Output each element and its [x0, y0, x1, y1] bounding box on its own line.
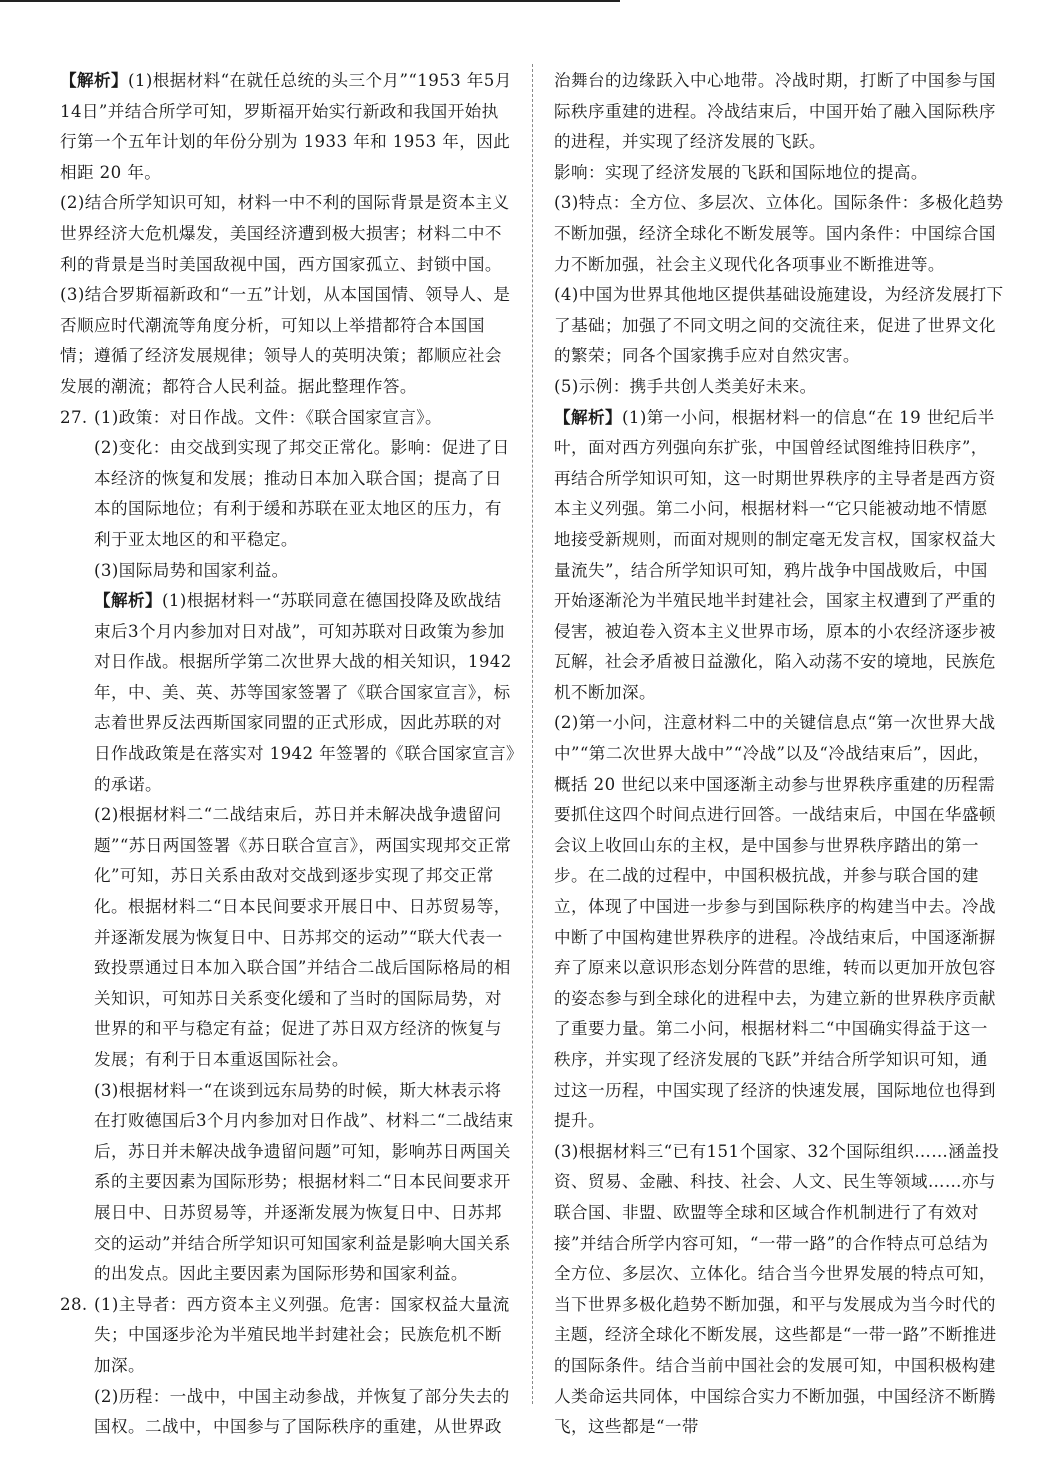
right-column — [554, 66, 1004, 1443]
paragraph: 影响：实现了经济发展的飞跃和国际地位的提高。 — [554, 162, 928, 182]
paragraph: 【解析】(1)根据材料一“苏联同意在德国投降及欧战结束后3个月内参加对日对战”，可知苏联对日政策为参加对日作战。根据所学第二次世界大战的相关知识，1942 年，中、美、英、苏等国家签署了《联合国家宣言》，标志着世界反法西斯国家同盟的正式形成，因此苏联的对日作战政策是在落实对 1942 年签署的《联合国家宣言》的承诺。 — [94, 591, 515, 794]
paragraph: (5)示例：携手共创人类美好未来。 — [554, 376, 817, 396]
paragraph: (2)第一小问，注意材料二中的关键信息点“第一次世界大战中”“第二次世界大战中”“冷战”以及“冷战结束后”，因此，概括 20 世纪以来中国逐渐主动参与世界秩序重建的历程需要抓住这四个时间点进行回答。一战结束后，中国在华盛顿会议上收回山东的主权，是中国参与世界秩序踏出的第一步。在二战的过程中，中国积极抗战，并参与联合国的建立，体现了中国进一步参与到国际秩序的构建当中去。冷战中断了中国构建世界秩序的进程。冷战结束后，中国逐渐摒弃了原来以意识形态划分阵营的思维，转而以更加开放包容的姿态参与到全球化的进程中去，为建立新的世界秩序贡献了重要力量。第二小问，根据材料二“中国确实得益于这一秩序，并实现了经济发展的飞跃”并结合所学知识可知，通过这一历程，中国实现了经济的快速发展，国际地位也得到提升。 — [554, 713, 996, 1131]
paragraph: 【解析】(1)第一小问，根据材料一的信息“在 19 世纪后半叶，面对西方列强向东扩张，中国曾经试图维持旧秩序”，再结合所学知识可知，这一时期世界秩序的主导者是西方资本主义列强。第二小问，根据材料一“它只能被动地不情愿地接受新规则，而面对规则的制定毫无发言权，国家权益大量流失”，结合所学知识可知，鸦片战争中国战败后，中国开始逐渐沦为半殖民地半封建社会，国家主权遭到了严重的侵害，被迫卷入资本主义世界市场，原本的小农经济逐步被瓦解，社会矛盾被日益激化，陷入动荡不安的境地，民族危机不断加深。 — [554, 407, 996, 702]
analysis-tag: 【解析】 — [554, 407, 622, 427]
paragraph: 治舞台的边缘跃入中心地带。冷战时期，打断了中国参与国际秩序重建的进程。冷战结束后，中国开始了融入国际秩序的进程，并实现了经济发展的飞跃。 — [554, 71, 996, 152]
paragraph: (3)结合罗斯福新政和“一五”计划，从本国国情、领导人、是否顺应时代潮流等角度分析，可知以上举措都符合本国国情；遵循了经济发展规律；领导人的英明决策；都顺应社会发展的潮流；都符合人民利益。据此整理作答。 — [60, 285, 511, 396]
question-item: 28. (1)主导者：西方资本主义列强。危害：国家权益大量流失；中国逐步沦为半殖民地半封建社会；民族危机不断加深。 — [60, 1290, 515, 1382]
question-item: 27. (1)政策：对日作战。文件：《联合国家宣言》。 — [60, 403, 515, 434]
question-number: 28. — [60, 1294, 88, 1314]
analysis-tag: 【解析】 — [94, 591, 162, 611]
question-number: 27. — [60, 407, 88, 427]
paragraph: (2)结合所学知识可知，材料一中不利的国际背景是资本主义世界经济大危机爆发，美国经济遭到极大损害；材料二中不利的背景是当时美国敌视中国，西方国家孤立、封锁中国。 — [60, 193, 510, 274]
analysis-tag: 【解析】 — [60, 71, 128, 90]
paragraph: (3)根据材料三“已有151个国家、32个国际组织……涵盖投资、贸易、金融、科技、社会、人文、民生等领域……亦与联合国、非盟、欧盟等全球和区域合作机制进行了有效对接”并结合所学内容可知，“一带一路”的合作特点可总结为全方位、多层次、立体化。结合当今世界发展的特点可知，当下世界多极化趋势不断加强，和平与发展成为当今时代的主题，经济全球化不断发展，这些都是“一带一路”不断推进的国际条件。结合当前中国社会的发展可知，中国积极构建人类命运共同体，中国综合实力不断加强，中国经济不断腾飞，这些都是“一带 — [554, 1141, 1000, 1437]
paragraph: (2)变化：由交战到实现了邦交正常化。影响：促进了日本经济的恢复和发展；推动日本加入联合国；提高了日本的国际地位；有利于缓和苏联在亚太地区的压力，有利于亚太地区的和平稳定。 — [94, 438, 510, 549]
paragraph: (2)根据材料二“二战结束后，苏日并未解决战争遗留问题”“苏日两国签署《苏日联合宣言》，两国实现邦交正常化”可知，苏日关系由敌对交战到逐步实现了邦交正常化。根据材料二“日本民间要求开展日中、日苏贸易等，并逐渐发展为恢复日中、日苏邦交的运动”“联大代表一致投票通过日本加入联合国”并结合二战后国际格局的相关知识，可知苏日关系变化缓和了当时的国际局势，对世界的和平与稳定有益；促进了苏日双方经济的恢复与发展；有利于日本重返国际社会。 — [94, 805, 512, 1069]
paragraph: (3)根据材料一“在谈到远东局势的时候，斯大林表示将在打败德国后3个月内参加对日作战”、材料二“二战结束后，苏日并未解决战争遗留问题”可知，影响苏日两国关系的主要因素为国际形势；根据材料二“日本民间要求开展日中、日苏贸易等，并逐渐发展为恢复日中、日苏邦交的运动”并结合所学知识可知国家利益是影响大国关系的出发点。因此主要因素为国际形势和国家利益。 — [94, 1080, 514, 1284]
paragraph: (4)中国为世界其他地区提供基础设施建设，为经济发展打下了基础；加强了不同文明之间的交流往来，促进了世界文化的繁荣；同各个国家携手应对自然灾害。 — [554, 285, 1004, 366]
paragraph: (2)历程：一战中，中国主动参战，并恢复了部分失去的国权。二战中，中国参与了国际秩序的重建，从世界政 — [94, 1386, 510, 1437]
paragraph: (3)特点：全方位、多层次、立体化。国际条件：多极化趋势不断加强，经济全球化不断发展等。国内条件：中国综合国力不断加强，社会主义现代化各项事业不断推进等。 — [554, 193, 1004, 274]
paragraph: (3)国际局势和国家利益。 — [94, 560, 289, 580]
left-column — [60, 66, 515, 1443]
top-rule — [0, 0, 620, 2]
column-divider — [532, 64, 533, 1404]
paragraph: 【解析】(1)根据材料“在就任总统的头三个月”“1953 年5月14日”并结合所学可知，罗斯福开始实行新政和我国开始执行第一个五年计划的年份分别为 1933 年和 1953 年，因此相距 20 年。 — [60, 71, 512, 182]
